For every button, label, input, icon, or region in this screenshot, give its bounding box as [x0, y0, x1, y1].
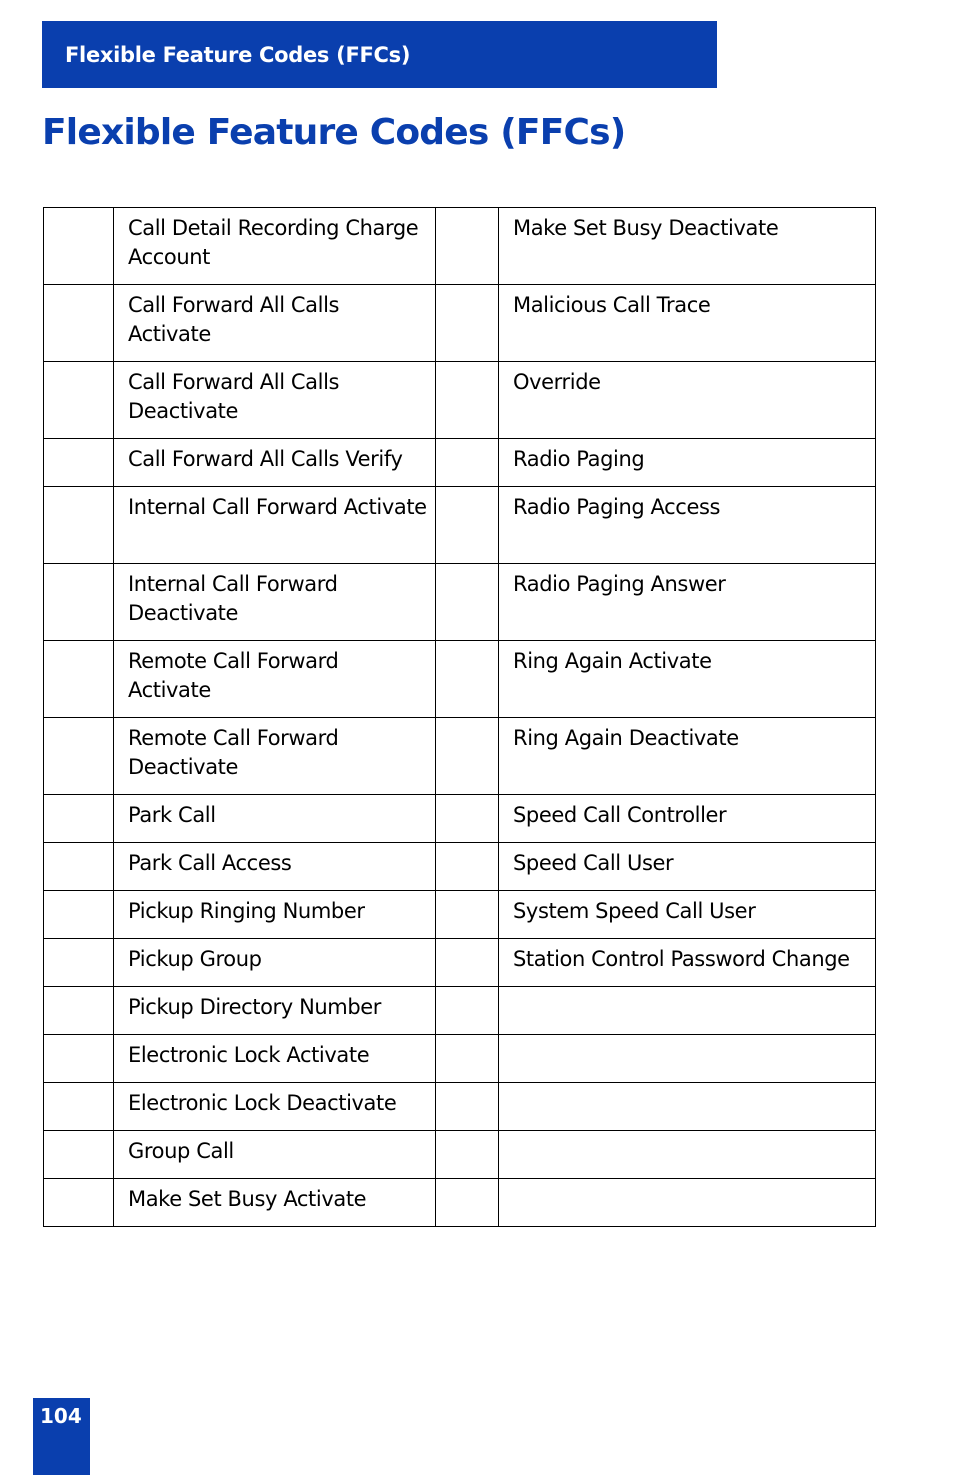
- feature-name-cell: Radio Paging: [499, 439, 876, 487]
- code-cell: [436, 362, 499, 439]
- feature-name-cell: Internal Call Forward Activate: [114, 487, 436, 564]
- table-row: [44, 439, 876, 487]
- code-cell: [44, 285, 114, 362]
- table-row: [44, 641, 876, 718]
- code-cell: [44, 439, 114, 487]
- feature-name-cell: Group Call: [114, 1131, 436, 1179]
- feature-name-cell: Electronic Lock Deactivate: [114, 1083, 436, 1131]
- feature-name-cell: Ring Again Deactivate: [499, 718, 876, 795]
- code-cell: [44, 987, 114, 1035]
- table-row: [44, 564, 876, 641]
- feature-name-cell: Call Forward All Calls Activate: [114, 285, 436, 362]
- code-cell: [436, 939, 499, 987]
- code-cell: [436, 1083, 499, 1131]
- page-number: 104: [40, 1404, 82, 1428]
- table-row: [44, 362, 876, 439]
- table-row: [44, 795, 876, 843]
- feature-name-cell: Station Control Password Change: [499, 939, 876, 987]
- feature-name-cell: Make Set Busy Activate: [114, 1179, 436, 1227]
- table-row: [44, 208, 876, 285]
- feature-name-cell: Radio Paging Answer: [499, 564, 876, 641]
- code-cell: [436, 843, 499, 891]
- table-row: [44, 1179, 876, 1227]
- code-cell: [436, 564, 499, 641]
- section-header-bar: [42, 21, 717, 88]
- feature-name-cell: Override: [499, 362, 876, 439]
- code-cell: [44, 1179, 114, 1227]
- table-row: [44, 987, 876, 1035]
- feature-name-cell: Make Set Busy Deactivate: [499, 208, 876, 285]
- table-row: [44, 285, 876, 362]
- feature-name-cell: Electronic Lock Activate: [114, 1035, 436, 1083]
- table-row: [44, 718, 876, 795]
- code-cell: [44, 891, 114, 939]
- section-header-label: Flexible Feature Codes (FFCs): [65, 42, 411, 67]
- code-cell: [44, 718, 114, 795]
- feature-name-cell: [499, 1179, 876, 1227]
- ffc-table: [43, 207, 876, 1227]
- feature-name-cell: Call Forward All Calls Verify: [114, 439, 436, 487]
- table-row: [44, 939, 876, 987]
- table-row: [44, 843, 876, 891]
- feature-name-cell: Malicious Call Trace: [499, 285, 876, 362]
- feature-name-cell: Park Call: [114, 795, 436, 843]
- code-cell: [436, 208, 499, 285]
- code-cell: [44, 1131, 114, 1179]
- feature-name-cell: Ring Again Activate: [499, 641, 876, 718]
- code-cell: [44, 564, 114, 641]
- code-cell: [44, 362, 114, 439]
- feature-name-cell: System Speed Call User: [499, 891, 876, 939]
- code-cell: [44, 939, 114, 987]
- feature-name-cell: Speed Call User: [499, 843, 876, 891]
- code-cell: [44, 641, 114, 718]
- feature-name-cell: Call Forward All Calls Deactivate: [114, 362, 436, 439]
- feature-name-cell: [499, 987, 876, 1035]
- feature-name-cell: Remote Call Forward Activate: [114, 641, 436, 718]
- code-cell: [44, 208, 114, 285]
- code-cell: [436, 891, 499, 939]
- table-row: [44, 1035, 876, 1083]
- feature-name-cell: Internal Call Forward Deactivate: [114, 564, 436, 641]
- page-number-tab: [33, 1398, 90, 1475]
- feature-name-cell: Pickup Group: [114, 939, 436, 987]
- code-cell: [436, 1035, 499, 1083]
- code-cell: [436, 439, 499, 487]
- code-cell: [436, 1179, 499, 1227]
- table-row: [44, 1083, 876, 1131]
- code-cell: [436, 487, 499, 564]
- feature-name-cell: [499, 1035, 876, 1083]
- feature-name-cell: Speed Call Controller: [499, 795, 876, 843]
- table-row: [44, 1131, 876, 1179]
- feature-name-cell: Pickup Ringing Number: [114, 891, 436, 939]
- code-cell: [44, 1083, 114, 1131]
- feature-name-cell: Pickup Directory Number: [114, 987, 436, 1035]
- code-cell: [44, 795, 114, 843]
- code-cell: [436, 285, 499, 362]
- table-row: [44, 487, 876, 564]
- code-cell: [436, 641, 499, 718]
- code-cell: [44, 1035, 114, 1083]
- code-cell: [44, 843, 114, 891]
- feature-name-cell: Park Call Access: [114, 843, 436, 891]
- feature-name-cell: Call Detail Recording Charge Account: [114, 208, 436, 285]
- feature-name-cell: Remote Call Forward Deactivate: [114, 718, 436, 795]
- code-cell: [436, 795, 499, 843]
- feature-name-cell: [499, 1131, 876, 1179]
- table-row: [44, 891, 876, 939]
- code-cell: [436, 718, 499, 795]
- feature-name-cell: Radio Paging Access: [499, 487, 876, 564]
- code-cell: [44, 487, 114, 564]
- code-cell: [436, 1131, 499, 1179]
- feature-name-cell: [499, 1083, 876, 1131]
- page-title: Flexible Feature Codes (FFCs): [42, 112, 626, 153]
- code-cell: [436, 987, 499, 1035]
